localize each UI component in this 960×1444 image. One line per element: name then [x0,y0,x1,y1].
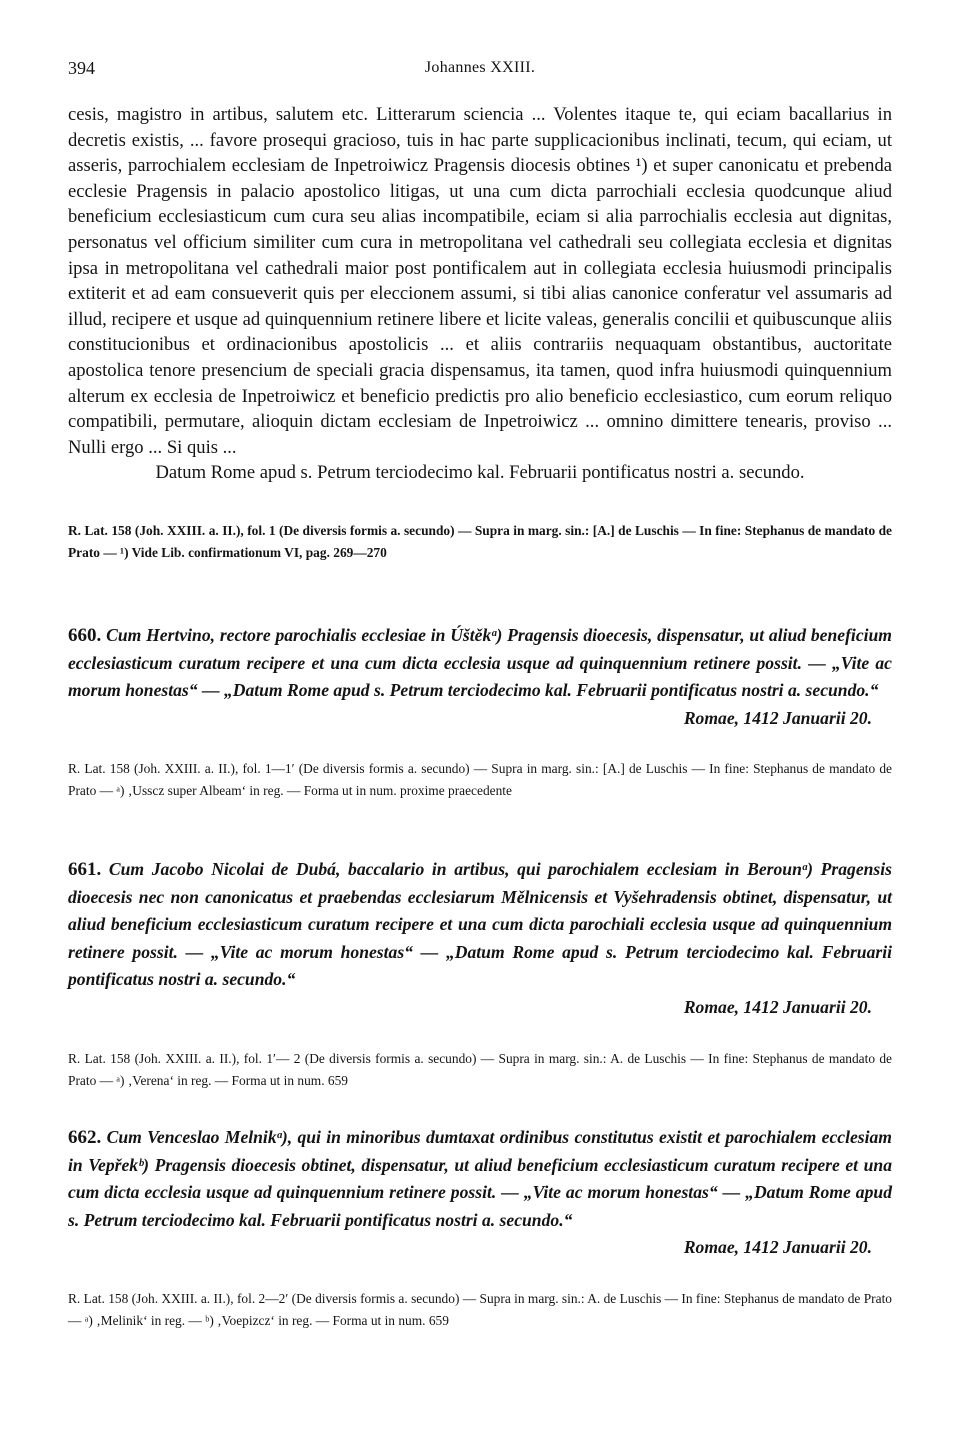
entry-summary: Cum Jacobo Nicolai de Dubá, baccalario in artibus, qui parochialem ecclesiam in Berounᵃ) Pragensis dioecesis nec non canonicatus et praebendas ecclesiarum Mělnicensis et Vyšehradensis obtinet, dispensatur, ut aliud beneficium ecclesiasticum curatum recipere et una cum dicta parochiali ecclesia usque ad quinquennium retinere possit. — „Vite ac morum honestas“ — „Datum Rome apud s. Petrum terciodecimo kal. Februarii pontificatus nostri a. secundo.“ [68,859,892,990]
regest-entry-662 [68,1124,892,1332]
entry-source-note: R. Lat. 158 (Joh. XXIII. a. II.), fol. 1′— 2 (De diversis formis a. secundo) — Supra in marg. sin.: A. de Luschis — In fine: Stephanus de mandato de Prato — ᵃ) ‚Verena‘ in reg. — Forma ut in num. 659 [68,1050,892,1088]
regest-text [68,856,892,994]
entry-summary: Cum Hertvino, rectore parochialis ecclesiae in Úštěkᵃ) Pragensis dioecesis, dispensatur, ut aliud beneficium ecclesiasticum curatum recipere et una cum dicta ecclesia usque ad quinquennium retinere possit. — „Vite ac morum honestas“ — „Datum Rome apud s. Petrum terciodecimo kal. Februarii pontificatus nostri a. secundo.“ [68,625,892,701]
entry-summary: Cum Venceslao Melnikᵃ), qui in minoribus dumtaxat ordinibus constitutus existit et parochialem ecclesiam in Vepřekᵇ) Pragensis dioecesis obtinet, dispensatur, ut aliud beneficium ecclesiasticum curatum recipere et una cum dicta ecclesia usque ad quinquennium retinere possit. — „Vite ac morum honestas“ — „Datum Rome apud s. Petrum terciodecimo kal. Februarii pontificatus nostri a. secundo.“ [68,1127,892,1230]
running-title: Johannes XXIII. [424,59,536,76]
entry-number: 660. [68,625,102,646]
entry-source-note: R. Lat. 158 (Joh. XXIII. a. II.), fol. 2—2′ (De diversis formis a. secundo) — Supra in marg. sin.: A. de Luschis — In fine: Stephanus de mandato de Prato — ᵃ) ‚Melinik‘ in reg. — ᵇ) ‚Voepizcz‘ in reg. — Forma ut in num. 659 [68,1290,892,1328]
regest-entry-661 [68,856,892,1092]
continued-letter-text [68,102,892,486]
entry-date: Romae, 1412 Januarii 20. [683,996,872,1017]
entry-source-note: R. Lat. 158 (Joh. XXIII. a. II.), fol. 1—1′ (De diversis formis a. secundo) — Supra in marg. sin.: [A.] de Luschis — In fine: Stephanus de mandato de Prato — ᵃ) ‚Usscz super Albeam‘ in reg. — Forma ut in num. proxime praecedente [68,761,892,799]
page-number: 394 [68,58,95,78]
entry-date: Romae, 1412 Januarii 20. [683,1237,872,1258]
entry-date: Romae, 1412 Januarii 20. [683,707,872,728]
entry-number: 662. [68,1127,102,1148]
source-note: R. Lat. 158 (Joh. XXIII. a. II.), fol. 1 (De diversis formis a. secundo) — Supra in marg. sin.: [A.] de Luschis — In fine: Stephanus de mandato de Prato — ¹) Vide Lib. confirmationum VI, pag. 269—270 [68,523,892,560]
datum-line: Datum Rome apud s. Petrum terciodecimo kal. Februarii pontificatus nostri a. secundo. [155,462,805,484]
regest-entry-660 [68,622,892,802]
regest-text [68,622,892,705]
entry-number: 661. [68,859,102,880]
running-header [68,58,892,84]
regest-text [68,1124,892,1234]
letter-paragraph: cesis, magistro in artibus, salutem etc. Litterarum sciencia ... Volentes itaque te, qui eciam bacallarius in decretis existis, ... favore prosequi gracioso, tuis in hac parte supplicacionibus inclinati, tecum, qui eciam, ut asseris, parrochialem ecclesiam de Inpetroiwicz Pragensis diocesis obtines ¹) et super canonicatu et prebenda ecclesie Pragensis in palacio apostolico litigas, ut una cum dicta parrochiali ecclesia quodcunque aliud beneficium ecclesiasticum cum cura seu alias incompatibile, eciam si alia parrochialis ecclesia aut dignitas, personatus vel officium similiter cum cura in metropolitana vel cathedrali seu collegiata ecclesia et dignitas ipsa in metropolitana vel cathedrali maior post pontificalem aut in collegiata ecclesia huiusmodi principalis extiterit et ad eam consueverit quis per eleccionem assumi, si tibi alias canonice conferatur vel assumaris ad illud, recipere et usque ad quinquennium retinere libere et licite valeas, generalis concilii et quibuscunque aliis constitucionibus et ordinacionibus apostolicis ... et aliis contrariis nequaquam obstantibus, auctoritate apostolica tenore presencium de speciali gracia dispensamus, ita tamen, quod infra huiusmodi quinquennium alterum ex ecclesia de Inpetroiwicz et beneficio predictis pro alio beneficio ecclesiastico, cum eorum reliquo compatibili, permutare, alioquin dictam ecclesiam de Inpetroiwicz ... omnino dimittere tenearis, proviso ... Nulli ergo ... Si quis ... [68,104,892,458]
